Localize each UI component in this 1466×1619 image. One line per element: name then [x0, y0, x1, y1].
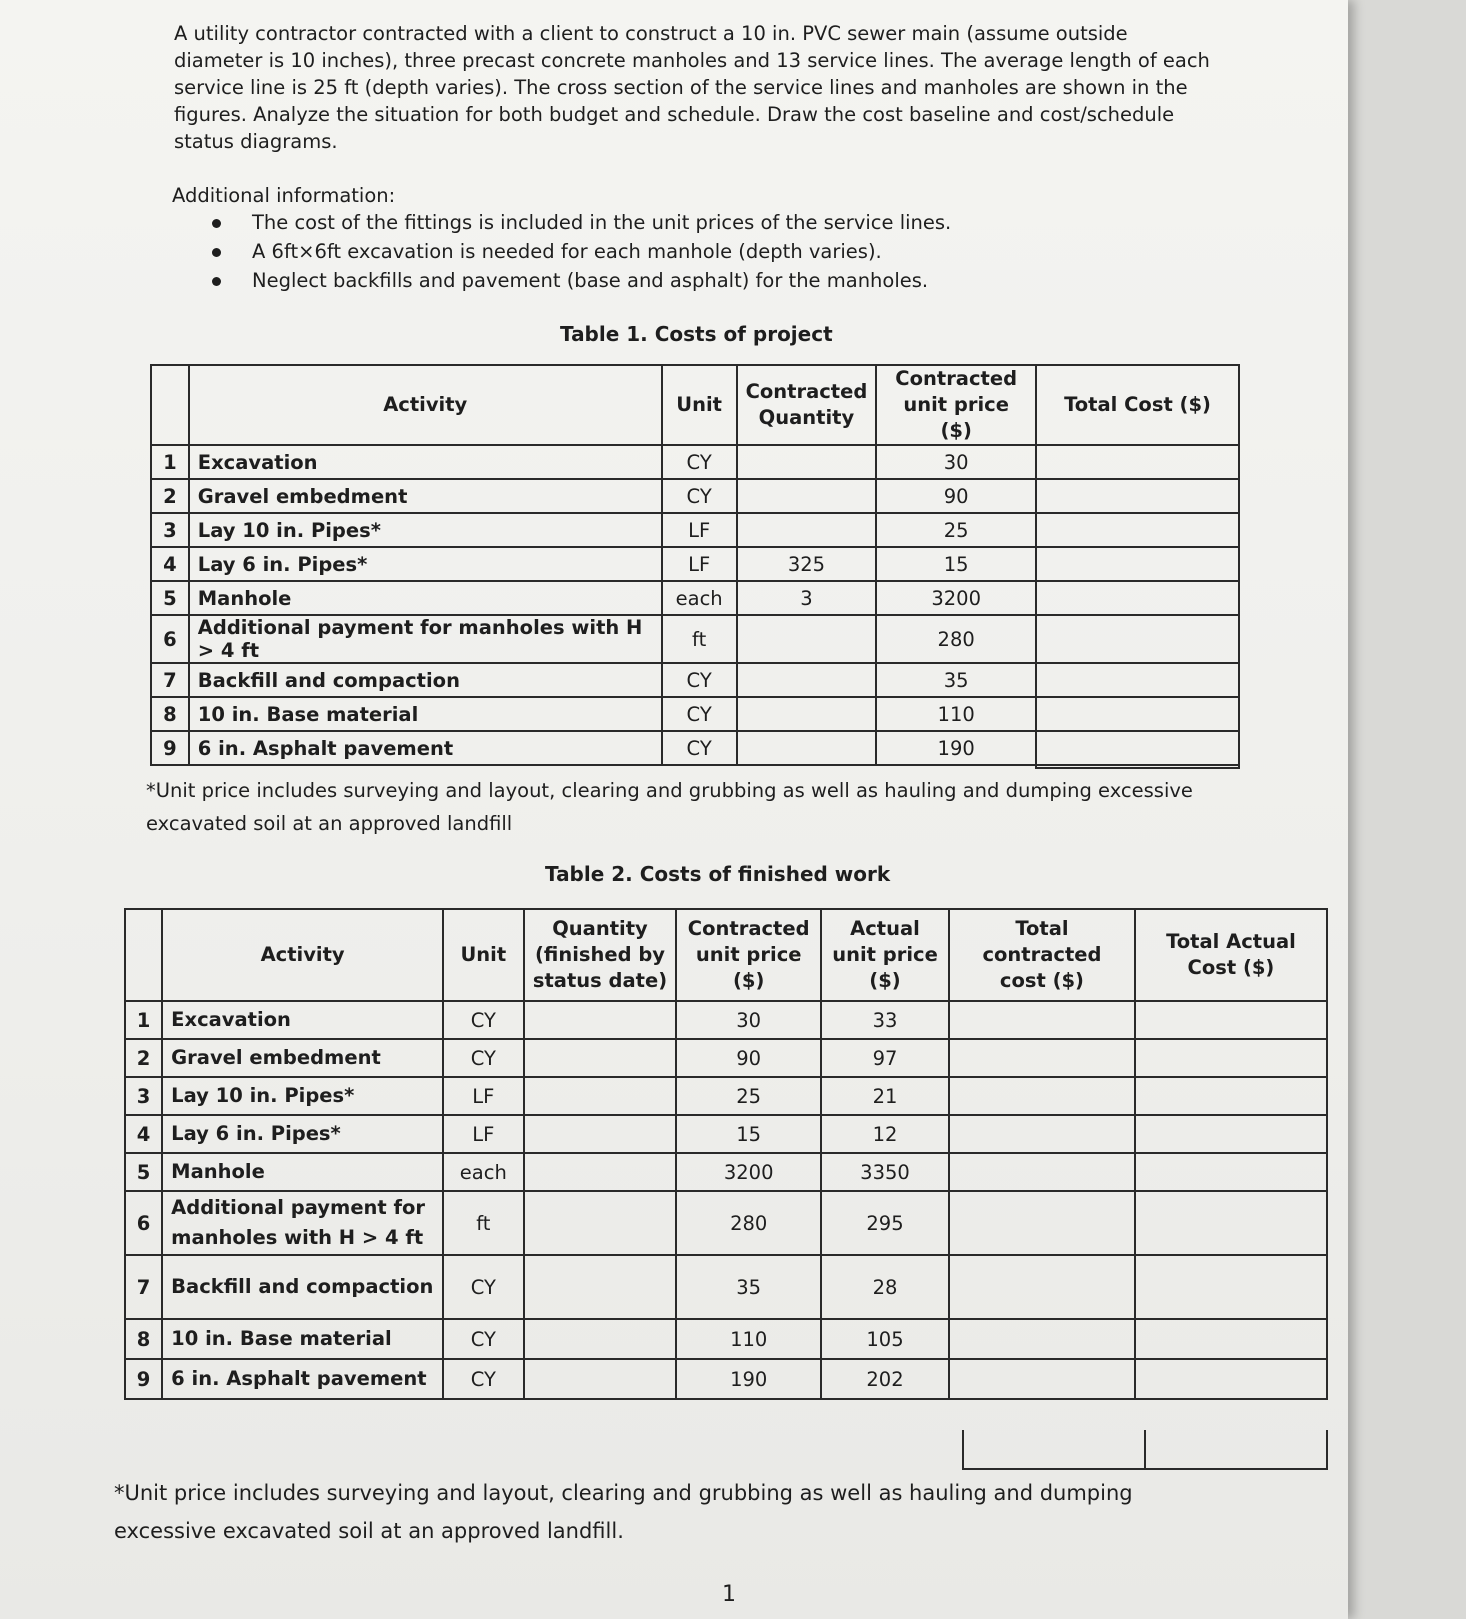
- header-contracted-quantity: Contracted Quantity: [737, 365, 877, 445]
- header-total-actual-cost: Total Actual Cost ($): [1135, 909, 1327, 1001]
- table-row: [125, 1191, 1327, 1255]
- unit: LF: [662, 547, 737, 581]
- unit: CY: [662, 731, 737, 765]
- activity-name: Gravel embedment: [162, 1039, 443, 1077]
- additional-info-title: Additional information:: [172, 184, 396, 207]
- activity-name: Lay 10 in. Pipes*: [162, 1077, 443, 1115]
- table1-footnote: *Unit price includes surveying and layout, clearing and grubbing as well as hauling and dumping excessive excavated soil at an approved landfill: [146, 779, 1193, 835]
- unit: ft: [662, 615, 737, 663]
- row-number: 9: [125, 1359, 162, 1399]
- contracted-unit-price: 15: [876, 547, 1036, 581]
- unit: CY: [662, 479, 737, 513]
- total-contracted-cost: [949, 1191, 1135, 1255]
- contracted-quantity: [737, 615, 877, 663]
- quantity-finished: [524, 1319, 677, 1359]
- total-cost: [1036, 697, 1239, 731]
- additional-info-list: [200, 208, 951, 295]
- contracted-unit-price: 15: [676, 1115, 821, 1153]
- contracted-unit-price: 3200: [676, 1153, 821, 1191]
- contracted-quantity: 325: [737, 547, 877, 581]
- unit: CY: [443, 1359, 524, 1399]
- table-row: [151, 697, 1239, 731]
- quantity-finished: [524, 1153, 677, 1191]
- contracted-quantity: [737, 513, 877, 547]
- actual-unit-price: 202: [821, 1359, 949, 1399]
- row-number: 8: [151, 697, 189, 731]
- row-number: 3: [151, 513, 189, 547]
- contracted-unit-price: 110: [876, 697, 1036, 731]
- table1-caption: Table 1. Costs of project: [560, 322, 833, 346]
- contracted-unit-price: 110: [676, 1319, 821, 1359]
- contracted-unit-price: 90: [876, 479, 1036, 513]
- actual-unit-price: 33: [821, 1001, 949, 1039]
- row-number: 6: [125, 1191, 162, 1255]
- table2-caption: Table 2. Costs of finished work: [545, 862, 891, 886]
- quantity-finished: [524, 1359, 677, 1399]
- header-total-cost: Total Cost ($): [1036, 365, 1239, 445]
- quantity-finished: [524, 1039, 677, 1077]
- activity-name: 6 in. Asphalt pavement: [162, 1359, 443, 1399]
- table-row: [125, 1359, 1327, 1399]
- header-unit: Unit: [662, 365, 737, 445]
- activity-name: Manhole: [162, 1153, 443, 1191]
- table-row: [125, 1153, 1327, 1191]
- quantity-finished: [524, 1001, 677, 1039]
- activity-name: Excavation: [189, 445, 662, 479]
- contracted-unit-price: 35: [876, 663, 1036, 697]
- unit: CY: [443, 1039, 524, 1077]
- page-number: 1: [722, 1582, 736, 1607]
- unit: each: [443, 1153, 524, 1191]
- total-actual-cost: [1135, 1039, 1327, 1077]
- table-row: [151, 513, 1239, 547]
- row-number: 7: [151, 663, 189, 697]
- row-number: 7: [125, 1255, 162, 1319]
- activity-name: 10 in. Base material: [162, 1319, 443, 1359]
- row-number: 3: [125, 1077, 162, 1115]
- row-number: 2: [125, 1039, 162, 1077]
- contracted-unit-price: 190: [676, 1359, 821, 1399]
- total-actual-cost: [1135, 1153, 1327, 1191]
- table-header-row: [125, 909, 1327, 1001]
- total-contracted-cost: [949, 1001, 1135, 1039]
- table2-total-divider: [1144, 1430, 1146, 1470]
- quantity-finished: [524, 1191, 677, 1255]
- header-quantity-finished: Quantity (finished by status date): [524, 909, 677, 1001]
- total-contracted-cost: [949, 1153, 1135, 1191]
- contracted-unit-price: 35: [676, 1255, 821, 1319]
- header-activity: Activity: [162, 909, 443, 1001]
- total-cost: [1036, 445, 1239, 479]
- row-number: 2: [151, 479, 189, 513]
- activity-name: Lay 6 in. Pipes*: [162, 1115, 443, 1153]
- quantity-finished: [524, 1255, 677, 1319]
- total-cost: [1036, 663, 1239, 697]
- row-number: 9: [151, 731, 189, 765]
- total-contracted-cost: [949, 1115, 1135, 1153]
- unit: CY: [662, 663, 737, 697]
- unit: ft: [443, 1191, 524, 1255]
- table-row: [125, 1115, 1327, 1153]
- finished-work-costs-table: [124, 908, 1328, 1400]
- unit: each: [662, 581, 737, 615]
- activity-name: Backfill and compaction: [189, 663, 662, 697]
- header-contracted-unit-price: Contracted unit price ($): [876, 365, 1036, 445]
- row-number: 4: [151, 547, 189, 581]
- total-cost: [1036, 513, 1239, 547]
- row-number: 6: [151, 615, 189, 663]
- table-row: [151, 663, 1239, 697]
- contracted-unit-price: 30: [876, 445, 1036, 479]
- header-activity: Activity: [189, 365, 662, 445]
- contracted-quantity: [737, 663, 877, 697]
- table-row: [125, 1001, 1327, 1039]
- total-cost: [1036, 581, 1239, 615]
- unit: CY: [662, 445, 737, 479]
- actual-unit-price: 97: [821, 1039, 949, 1077]
- table1-total-cell: [1035, 733, 1240, 769]
- table-row: [125, 1039, 1327, 1077]
- contracted-unit-price: 3200: [876, 581, 1036, 615]
- activity-name: 10 in. Base material: [189, 697, 662, 731]
- table-row: [151, 581, 1239, 615]
- contracted-quantity: [737, 479, 877, 513]
- row-number: 5: [125, 1153, 162, 1191]
- additional-info-item: Neglect backfills and pavement (base and asphalt) for the manholes.: [200, 266, 951, 295]
- header-index: [125, 909, 162, 1001]
- actual-unit-price: 105: [821, 1319, 949, 1359]
- contracted-unit-price: 25: [876, 513, 1036, 547]
- activity-name: Excavation: [162, 1001, 443, 1039]
- contracted-quantity: 3: [737, 581, 877, 615]
- additional-info-item: A 6ft×6ft excavation is needed for each manhole (depth varies).: [200, 237, 951, 266]
- actual-unit-price: 21: [821, 1077, 949, 1115]
- quantity-finished: [524, 1115, 677, 1153]
- total-contracted-cost: [949, 1039, 1135, 1077]
- contracted-unit-price: 190: [876, 731, 1036, 765]
- header-unit: Unit: [443, 909, 524, 1001]
- total-actual-cost: [1135, 1001, 1327, 1039]
- problem-statement: A utility contractor contracted with a client to construct a 10 in. PVC sewer main (assume outside diameter is 10 inches), three precast concrete manholes and 13 service lines. The average length of each service line is 25 ft (depth varies). The cross section of the service lines and manholes are shown in the figures. Analyze the situation for both budget and schedule. Draw the cost baseline and cost/schedule status diagrams.: [174, 22, 1210, 153]
- header-total-contracted-cost: Total contracted cost ($): [949, 909, 1135, 1001]
- table-row: [125, 1319, 1327, 1359]
- row-number: 1: [125, 1001, 162, 1039]
- contracted-unit-price: 280: [876, 615, 1036, 663]
- total-cost: [1036, 547, 1239, 581]
- total-actual-cost: [1135, 1319, 1327, 1359]
- total-actual-cost: [1135, 1359, 1327, 1399]
- table-row: [125, 1077, 1327, 1115]
- contracted-unit-price: 280: [676, 1191, 821, 1255]
- activity-name: Additional payment for manholes with H > 4 ft: [189, 615, 662, 663]
- unit: LF: [443, 1115, 524, 1153]
- contracted-unit-price: 90: [676, 1039, 821, 1077]
- project-costs-table: [150, 364, 1240, 766]
- actual-unit-price: 295: [821, 1191, 949, 1255]
- unit: CY: [443, 1255, 524, 1319]
- total-actual-cost: [1135, 1255, 1327, 1319]
- table-row: [125, 1255, 1327, 1319]
- total-actual-cost: [1135, 1115, 1327, 1153]
- quantity-finished: [524, 1077, 677, 1115]
- row-number: 8: [125, 1319, 162, 1359]
- activity-name: Backfill and compaction: [162, 1255, 443, 1319]
- contracted-quantity: [737, 445, 877, 479]
- unit: CY: [443, 1319, 524, 1359]
- actual-unit-price: 12: [821, 1115, 949, 1153]
- activity-name: Manhole: [189, 581, 662, 615]
- total-actual-cost: [1135, 1191, 1327, 1255]
- table-row: [151, 615, 1239, 663]
- total-cost: [1036, 479, 1239, 513]
- header-actual-unit-price: Actual unit price ($): [821, 909, 949, 1001]
- unit: LF: [443, 1077, 524, 1115]
- unit: LF: [662, 513, 737, 547]
- header-contracted-unit-price: Contracted unit price ($): [676, 909, 821, 1001]
- unit: CY: [662, 697, 737, 731]
- table2-footnote: *Unit price includes surveying and layout, clearing and grubbing as well as hauling and dumping excessive excavated soil at an approved landfill.: [114, 1481, 1133, 1543]
- unit: CY: [443, 1001, 524, 1039]
- activity-name: 6 in. Asphalt pavement: [189, 731, 662, 765]
- total-contracted-cost: [949, 1077, 1135, 1115]
- row-number: 4: [125, 1115, 162, 1153]
- actual-unit-price: 28: [821, 1255, 949, 1319]
- contracted-quantity: [737, 731, 877, 765]
- total-contracted-cost: [949, 1359, 1135, 1399]
- total-contracted-cost: [949, 1319, 1135, 1359]
- additional-info-item: The cost of the fittings is included in the unit prices of the service lines.: [200, 208, 951, 237]
- activity-name: Additional payment for manholes with H > 4 ft: [162, 1191, 443, 1255]
- header-index: [151, 365, 189, 445]
- total-actual-cost: [1135, 1077, 1327, 1115]
- row-number: 1: [151, 445, 189, 479]
- table-row: [151, 547, 1239, 581]
- actual-unit-price: 3350: [821, 1153, 949, 1191]
- contracted-unit-price: 30: [676, 1001, 821, 1039]
- table-row: [151, 445, 1239, 479]
- total-cost: [1036, 615, 1239, 663]
- contracted-quantity: [737, 697, 877, 731]
- row-number: 5: [151, 581, 189, 615]
- total-contracted-cost: [949, 1255, 1135, 1319]
- table-row: [151, 479, 1239, 513]
- table-header-row: [151, 365, 1239, 445]
- contracted-unit-price: 25: [676, 1077, 821, 1115]
- activity-name: Lay 6 in. Pipes*: [189, 547, 662, 581]
- activity-name: Lay 10 in. Pipes*: [189, 513, 662, 547]
- activity-name: Gravel embedment: [189, 479, 662, 513]
